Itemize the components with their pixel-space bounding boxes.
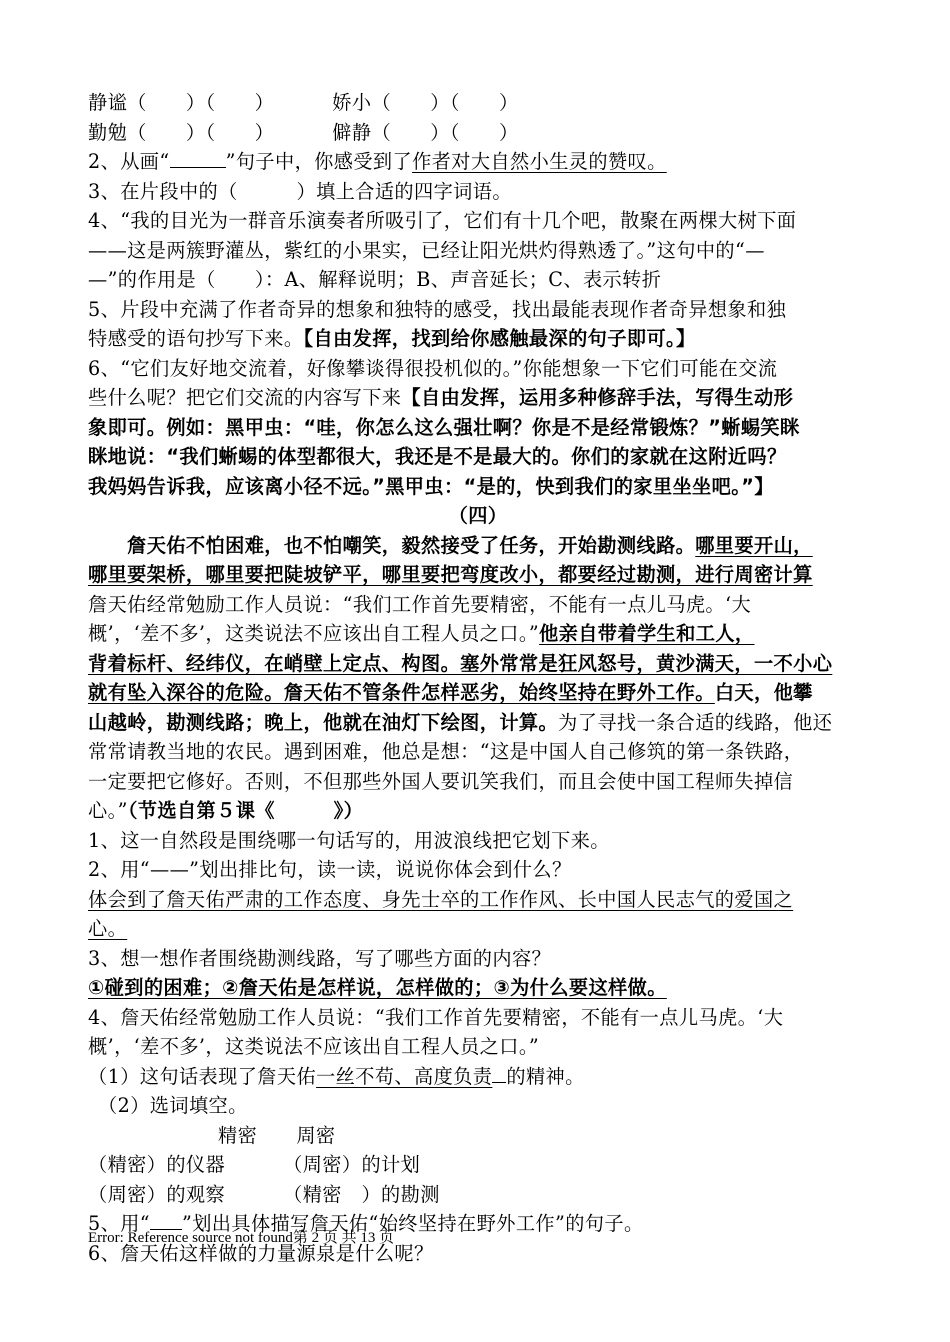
answer-text: 一丝不苟、高度负责 xyxy=(316,1064,493,1088)
question-5: 5、用“ ”划出具体描写詹天佑“始终坚持在野外工作”的句子。 xyxy=(88,1212,644,1235)
word-choices: 精密 周密 xyxy=(218,1123,336,1147)
question-3: 3、在片段中的（ ）填上合适的四字词语。 xyxy=(88,179,512,203)
section-heading: （四） xyxy=(448,504,508,527)
passage-line: 哪里要架桥，哪里要把陡坡铲平，哪里要把弯度改小，都要经过勘测，进行周密计算 xyxy=(88,563,813,586)
sub-question-2: （2）选词填空。 xyxy=(98,1094,248,1117)
answer-text: 【自由发挥，运用多种修辞手法，写得生动形 xyxy=(401,386,794,409)
question-1: 1、这一自然段是围绕哪一句话写的，用波浪线把它划下来。 xyxy=(88,828,610,852)
question-4-line-1: 4、“我的目光为一群音乐演奏者所吸引了，它们有十几个吧，散聚在两棵大树下面 xyxy=(88,209,797,232)
answer-line: 象即可。例如：黑甲虫：“哇，你怎么这么强壮啊？你是不是经常锻炼？”蜥蜴笑眯 xyxy=(88,415,800,439)
passage-line: 心。”（节选自第５课《 》） xyxy=(88,799,364,822)
question-2: 2、用“——”划出排比句，读一读，说说你体会到什么？ xyxy=(88,858,572,881)
answer-line: 眯地说：“我们蜥蜴的体型都很大，我还是不是最大的。你们的家就在这附近吗？ xyxy=(88,445,787,468)
fill-line-2: （周密）的观察 （精密 ）的勘测 xyxy=(88,1182,440,1206)
question-6: 6、詹天佑这样做的力量源泉是什么呢？ xyxy=(88,1241,434,1265)
sub-question-1: （1）这句话表现了詹天佑一丝不苟、高度负责 的精神。 xyxy=(88,1064,585,1088)
answer-text: 作者对大自然小生灵的赞叹。 xyxy=(412,150,667,173)
passage-line: 詹天佑不怕困难，也不怕嘲笑，毅然接受了任务，开始勘测线路。哪里要开山， xyxy=(88,533,813,557)
answer-line: 心。 xyxy=(88,917,128,940)
question-6-line-1: 6、“它们友好地交流着，好像攀谈得很投机似的。”你能想象一下它们可能在交流 xyxy=(88,356,778,380)
passage-line: 山越岭，勘测线路；晚上，他就在油灯下绘图，计算。为了寻找一条合适的线路，他还 xyxy=(88,710,833,734)
passage-line: 常常请教当地的农民。遇到困难，他总是想：“这是中国人自己修筑的第一条铁路， xyxy=(88,740,804,763)
answer-line: 体会到了詹天佑严肃的工作态度、身先士卒的工作作风、长中国人民志气的爱国之 xyxy=(88,887,794,911)
question-5-line-1: 5、片段中充满了作者奇异的想象和独特的感受，找出最能表现作者奇异想象和独 xyxy=(88,297,787,321)
fill-line-1: （精密）的仪器 （周密）的计划 xyxy=(88,1153,421,1176)
word-pair-line-2: 勤勉（ ）（ ） 僻静（ ）（ ） xyxy=(88,120,519,144)
answer-line: 我妈妈告诉我，应该离小径不远。”黑甲虫：“是的，快到我们的家里坐坐吧。”】 xyxy=(88,474,774,498)
question-4-line-3: —”的作用是（ ）：A、解释说明；B、声音延长；C、表示转折 xyxy=(88,268,662,291)
question-2: 2、从画“ ”句子中，你感受到了作者对大自然小生灵的赞叹。 xyxy=(88,150,667,173)
answer-blank xyxy=(170,149,226,168)
passage-line: 一定要把它修好。否则，不但那些外国人要讥笑我们，而且会使中国工程师失掉信 xyxy=(88,769,794,793)
question-4-line-2: ——这是两簇野灌丛，紫红的小果实，已经让阳光烘灼得熟透了。”这句中的“— xyxy=(88,238,765,262)
question-4-line-2: 概’，‘差不多’，这类说法不应该出自工程人员之口。” xyxy=(88,1035,540,1058)
passage-line: 概’，‘差不多’，这类说法不应该出自工程人员之口。”他亲自带着学生和工人， xyxy=(88,622,755,645)
document-page xyxy=(88,88,868,1268)
answer-line: ①碰到的困难；②詹天佑是怎样说，怎样做的；③为什么要这样做。 xyxy=(88,976,667,999)
answer-text: 【自由发挥，找到给你感触最深的句子即可。】 xyxy=(303,327,696,350)
passage-line: 詹天佑经常勉励工作人员说：“我们工作首先要精密，不能有一点儿马虎。‘大 xyxy=(88,592,752,616)
question-5-line-2: 特感受的语句抄写下来。【自由发挥，找到给你感触最深的句子即可。】 xyxy=(88,327,696,350)
word-pair-line-1: 静谧（ ）（ ） 娇小（ ）（ ） xyxy=(88,91,519,114)
question-6-line-2: 些什么呢？把它们交流的内容写下来【自由发挥，运用多种修辞手法，写得生动形 xyxy=(88,386,794,409)
passage-line: 背着标杆、经纬仪，在峭壁上定点、构图。塞外常常是狂风怒号，黄沙满天，一不小心 xyxy=(88,651,833,675)
question-4-line-1: 4、詹天佑经常勉励工作人员说：“我们工作首先要精密，不能有一点儿马虎。‘大 xyxy=(88,1005,784,1029)
passage-line: 就有坠入深谷的危险。詹天佑不管条件怎样恶劣，始终坚持在野外工作。白天，他攀 xyxy=(88,681,813,704)
page-footer: Error: Reference source not found第 2 页 共 13 页 xyxy=(88,1230,395,1246)
question-3: 3、想一想作者围绕勘测线路，写了哪些方面的内容？ xyxy=(88,946,552,970)
source-note: （节选自第５课《 》） xyxy=(127,799,364,822)
